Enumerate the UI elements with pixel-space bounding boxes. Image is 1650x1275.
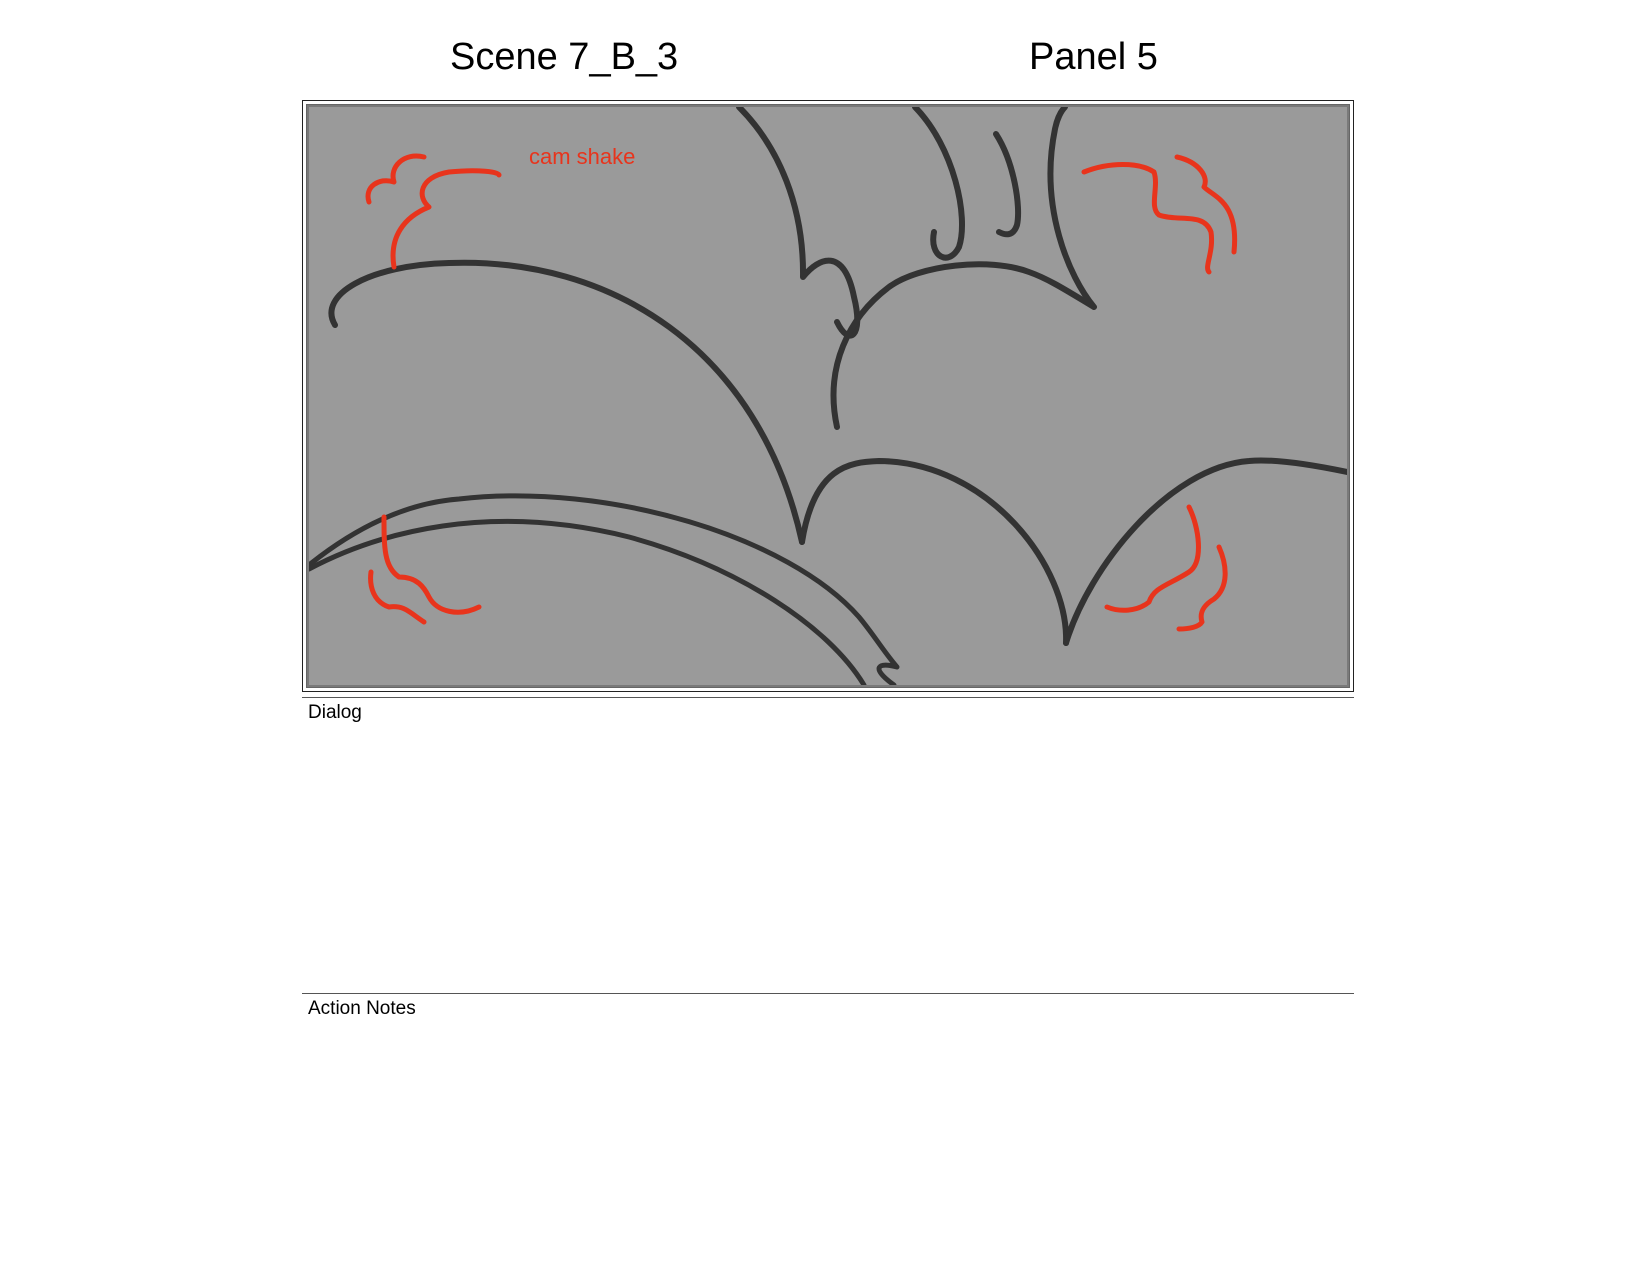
panel-sketch	[309, 107, 1347, 685]
dialog-divider	[302, 697, 1354, 698]
storyboard-panel-frame	[302, 100, 1354, 692]
action-notes-label: Action Notes	[308, 998, 416, 1019]
panel-annotation: cam shake	[529, 144, 636, 169]
dialog-text-area[interactable]	[308, 728, 1348, 986]
panel-background	[309, 107, 1347, 685]
scene-title: Scene 7_B_3	[450, 36, 679, 78]
action-notes-text-area[interactable]	[308, 1024, 1348, 1244]
action-notes-divider	[302, 993, 1354, 994]
storyboard-panel-image	[306, 104, 1350, 688]
dialog-label: Dialog	[308, 702, 362, 723]
panel-number: Panel 5	[1029, 36, 1158, 78]
